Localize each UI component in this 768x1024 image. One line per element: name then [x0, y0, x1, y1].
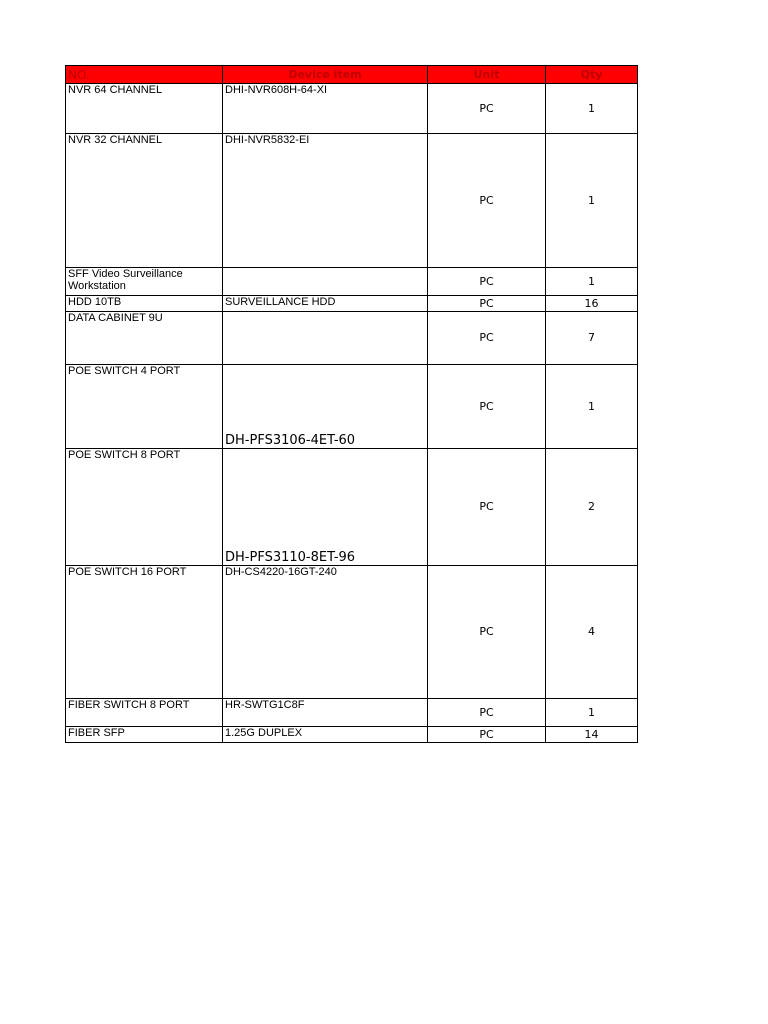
row-name: NVR 64 CHANNEL	[66, 84, 223, 134]
row-item: SURVEILLANCE HDD	[223, 296, 428, 312]
row-qty: 4	[546, 566, 638, 699]
row-item	[223, 312, 428, 365]
header-no: NO.	[66, 66, 223, 84]
row-unit: PC	[428, 449, 546, 566]
row-unit: PC	[428, 134, 546, 268]
table-row	[66, 312, 638, 365]
row-unit: PC	[428, 84, 546, 134]
row-item: 1.25G DUPLEX	[223, 727, 428, 743]
row-name: FIBER SFP	[66, 727, 223, 743]
table-row	[66, 699, 638, 727]
header-unit: Unit	[428, 66, 546, 84]
row-item: DH-PFS3106-4ET-60	[223, 365, 428, 449]
row-name: NVR 32 CHANNEL	[66, 134, 223, 268]
row-unit: PC	[428, 268, 546, 296]
spreadsheet	[65, 65, 637, 743]
row-name: POE SWITCH 8 PORT	[66, 449, 223, 566]
table-row	[66, 566, 638, 699]
row-item: HR-SWTG1C8F	[223, 699, 428, 727]
row-qty: 1	[546, 365, 638, 449]
row-name: SFF Video Surveillance Workstation	[66, 268, 223, 296]
table-row	[66, 449, 638, 566]
header-row	[66, 66, 638, 84]
table-row	[66, 268, 638, 296]
row-item: DH-CS4220-16GT-240	[223, 566, 428, 699]
row-qty: 1	[546, 84, 638, 134]
row-item	[223, 268, 428, 296]
row-name: POE SWITCH 4 PORT	[66, 365, 223, 449]
row-qty: 16	[546, 296, 638, 312]
table-row	[66, 84, 638, 134]
row-item: DH-PFS3110-8ET-96	[223, 449, 428, 566]
row-name: HDD 10TB	[66, 296, 223, 312]
row-unit: PC	[428, 365, 546, 449]
row-qty: 14	[546, 727, 638, 743]
table-row	[66, 727, 638, 743]
row-unit: PC	[428, 699, 546, 727]
row-item: DHI-NVR5832-EI	[223, 134, 428, 268]
row-name: FIBER SWITCH 8 PORT	[66, 699, 223, 727]
row-item: DHI-NVR608H-64-XI	[223, 84, 428, 134]
row-qty: 2	[546, 449, 638, 566]
row-unit: PC	[428, 312, 546, 365]
row-unit: PC	[428, 727, 546, 743]
row-qty: 1	[546, 134, 638, 268]
row-name: DATA CABINET 9U	[66, 312, 223, 365]
row-unit: PC	[428, 296, 546, 312]
row-unit: PC	[428, 566, 546, 699]
header-device-item: Device item	[223, 66, 428, 84]
device-table	[65, 65, 638, 743]
row-qty: 7	[546, 312, 638, 365]
row-qty: 1	[546, 268, 638, 296]
table-row	[66, 365, 638, 449]
table-row	[66, 296, 638, 312]
row-qty: 1	[546, 699, 638, 727]
row-name: POE SWITCH 16 PORT	[66, 566, 223, 699]
header-qty: Qty	[546, 66, 638, 84]
table-row	[66, 134, 638, 268]
